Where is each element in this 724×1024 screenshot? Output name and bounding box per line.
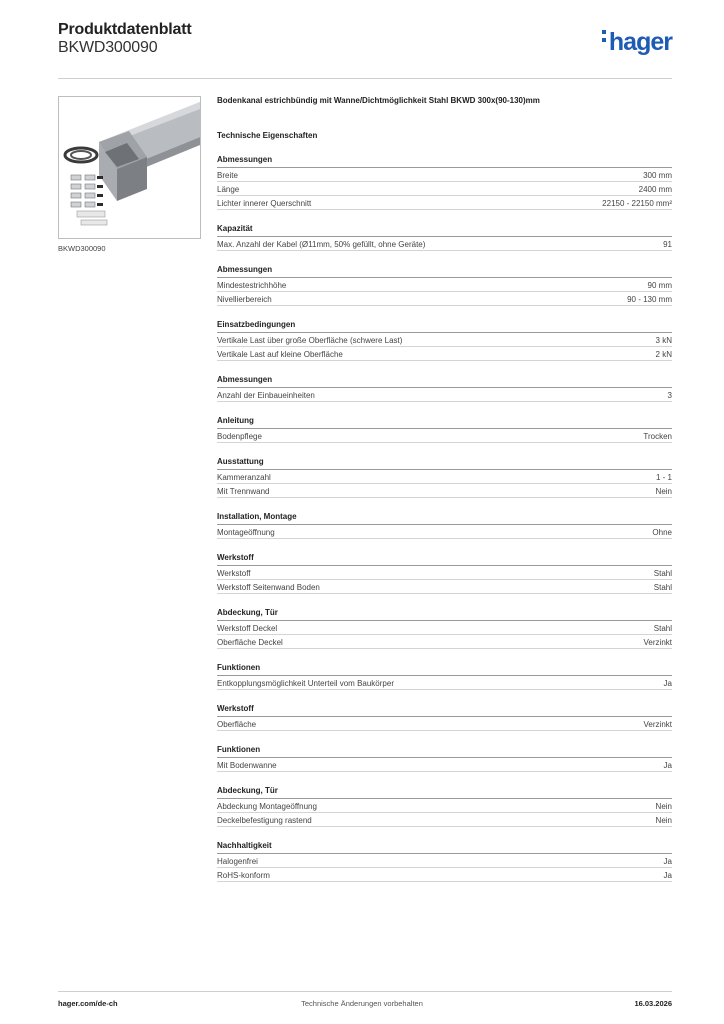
- spec-group-title: Abmessungen: [217, 375, 672, 388]
- spec-value: Verzinkt: [643, 720, 672, 729]
- spec-value: 2400 mm: [638, 185, 672, 194]
- hager-logo: [602, 28, 672, 57]
- spec-group: [217, 553, 672, 594]
- spec-label: Mit Trennwand: [217, 487, 270, 496]
- spec-value: Ja: [663, 679, 672, 688]
- spec-row: [217, 182, 672, 196]
- spec-value: 2 kN: [655, 350, 672, 359]
- spec-row: [217, 621, 672, 635]
- spec-label: Abdeckung Montageöffnung: [217, 802, 317, 811]
- spec-row: [217, 566, 672, 580]
- spec-group-title: Werkstoff: [217, 704, 672, 717]
- logo-dots-icon: [602, 30, 607, 46]
- logo-text: hager: [608, 28, 672, 56]
- spec-row: [217, 429, 672, 443]
- spec-label: Oberfläche Deckel: [217, 638, 283, 647]
- spec-label: Werkstoff Deckel: [217, 624, 278, 633]
- spec-label: Werkstoff: [217, 569, 251, 578]
- spec-row: [217, 484, 672, 498]
- spec-value: Ohne: [652, 528, 672, 537]
- spec-value: Stahl: [653, 569, 672, 578]
- spec-row: [217, 347, 672, 361]
- spec-row: [217, 580, 672, 594]
- spec-row: [217, 758, 672, 772]
- spec-value: Nein: [655, 816, 672, 825]
- spec-row: [217, 525, 672, 539]
- spec-value: Ja: [663, 761, 672, 770]
- spec-label: RoHS-konform: [217, 871, 270, 880]
- spec-label: Montageöffnung: [217, 528, 275, 537]
- spec-group-title: Abmessungen: [217, 265, 672, 278]
- spec-row: [217, 799, 672, 813]
- spec-label: Mindestestrichhöhe: [217, 281, 287, 290]
- spec-group: [217, 224, 672, 251]
- spec-group: [217, 457, 672, 498]
- spec-group: [217, 608, 672, 649]
- spec-row: [217, 168, 672, 182]
- spec-groups: [217, 155, 672, 882]
- spec-group: [217, 155, 672, 210]
- footer-website-link[interactable]: hager.com/de-ch: [58, 999, 118, 1008]
- footer-date: 16.03.2026: [634, 999, 672, 1008]
- spec-label: Halogenfrei: [217, 857, 258, 866]
- spec-group: [217, 320, 672, 361]
- spec-label: Lichter innerer Querschnitt: [217, 199, 312, 208]
- spec-value: 1 - 1: [655, 473, 672, 482]
- image-caption: BKWD300090: [58, 244, 106, 253]
- spec-section: [217, 96, 672, 882]
- spec-group: [217, 416, 672, 443]
- spec-label: Breite: [217, 171, 238, 180]
- spec-row: [217, 813, 672, 827]
- spec-value: 3: [667, 391, 672, 400]
- spec-row: [217, 470, 672, 484]
- header-divider: [58, 78, 672, 79]
- floor-duct-illustration-icon: [59, 97, 200, 238]
- spec-value: 90 - 130 mm: [627, 295, 672, 304]
- spec-label: Werkstoff Seitenwand Boden: [217, 583, 320, 592]
- document-subtitle: BKWD300090: [58, 39, 158, 56]
- spec-value: Ja: [663, 871, 672, 880]
- spec-label: Max. Anzahl der Kabel (Ø11mm, 50% gefüllt, ohne Geräte): [217, 240, 426, 249]
- spec-group-title: Abdeckung, Tür: [217, 786, 672, 799]
- spec-row: [217, 676, 672, 690]
- spec-value: 91: [663, 240, 672, 249]
- document-title: Produktdatenblatt: [58, 21, 192, 38]
- spec-group-title: Werkstoff: [217, 553, 672, 566]
- spec-value: Trocken: [643, 432, 672, 441]
- spec-value: Stahl: [653, 583, 672, 592]
- spec-row: [217, 635, 672, 649]
- spec-label: Nivellierbereich: [217, 295, 272, 304]
- spec-row: [217, 292, 672, 306]
- spec-group-title: Einsatzbedingungen: [217, 320, 672, 333]
- spec-value: Ja: [663, 857, 672, 866]
- spec-row: [217, 388, 672, 402]
- spec-group-title: Kapazität: [217, 224, 672, 237]
- spec-group: [217, 704, 672, 731]
- spec-value: Verzinkt: [643, 638, 672, 647]
- spec-group-title: Abmessungen: [217, 155, 672, 168]
- spec-label: Oberfläche: [217, 720, 257, 729]
- footer-divider: [58, 991, 672, 992]
- spec-group: [217, 663, 672, 690]
- spec-label: Mit Bodenwanne: [217, 761, 277, 770]
- spec-group: [217, 786, 672, 827]
- spec-value: Nein: [655, 802, 672, 811]
- spec-value: 90 mm: [647, 281, 672, 290]
- spec-group-title: Ausstattung: [217, 457, 672, 470]
- spec-value: 22150 - 22150 mm²: [602, 199, 672, 208]
- spec-group-title: Funktionen: [217, 663, 672, 676]
- spec-row: [217, 196, 672, 210]
- spec-row: [217, 717, 672, 731]
- spec-value: Stahl: [653, 624, 672, 633]
- spec-group-title: Funktionen: [217, 745, 672, 758]
- spec-group: [217, 375, 672, 402]
- spec-value: Nein: [655, 487, 672, 496]
- product-image: [58, 96, 201, 239]
- spec-group-title: Installation, Montage: [217, 512, 672, 525]
- spec-row: [217, 333, 672, 347]
- spec-group-title: Abdeckung, Tür: [217, 608, 672, 621]
- technical-properties-heading: Technische Eigenschaften: [217, 131, 318, 140]
- spec-label: Bodenpflege: [217, 432, 262, 441]
- spec-group-title: Anleitung: [217, 416, 672, 429]
- spec-row: [217, 278, 672, 292]
- spec-row: [217, 237, 672, 251]
- spec-value: 300 mm: [643, 171, 672, 180]
- spec-group: [217, 265, 672, 306]
- footer-notice: Technische Änderungen vorbehalten: [301, 999, 423, 1008]
- spec-group: [217, 745, 672, 772]
- spec-label: Länge: [217, 185, 240, 194]
- spec-label: Entkopplungsmöglichkeit Unterteil vom Baukörper: [217, 679, 394, 688]
- product-name: Bodenkanal estrichbündig mit Wanne/Dichtmöglichkeit Stahl BKWD 300x(90-130)mm: [217, 96, 540, 105]
- spec-group: [217, 512, 672, 539]
- spec-row: [217, 868, 672, 882]
- spec-group-title: Nachhaltigkeit: [217, 841, 672, 854]
- spec-row: [217, 854, 672, 868]
- spec-value: 3 kN: [655, 336, 672, 345]
- spec-label: Vertikale Last auf kleine Oberfläche: [217, 350, 343, 359]
- spec-label: Deckelbefestigung rastend: [217, 816, 312, 825]
- spec-label: Kammeranzahl: [217, 473, 271, 482]
- spec-label: Vertikale Last über große Oberfläche (schwere Last): [217, 336, 403, 345]
- spec-group: [217, 841, 672, 882]
- spec-label: Anzahl der Einbaueinheiten: [217, 391, 315, 400]
